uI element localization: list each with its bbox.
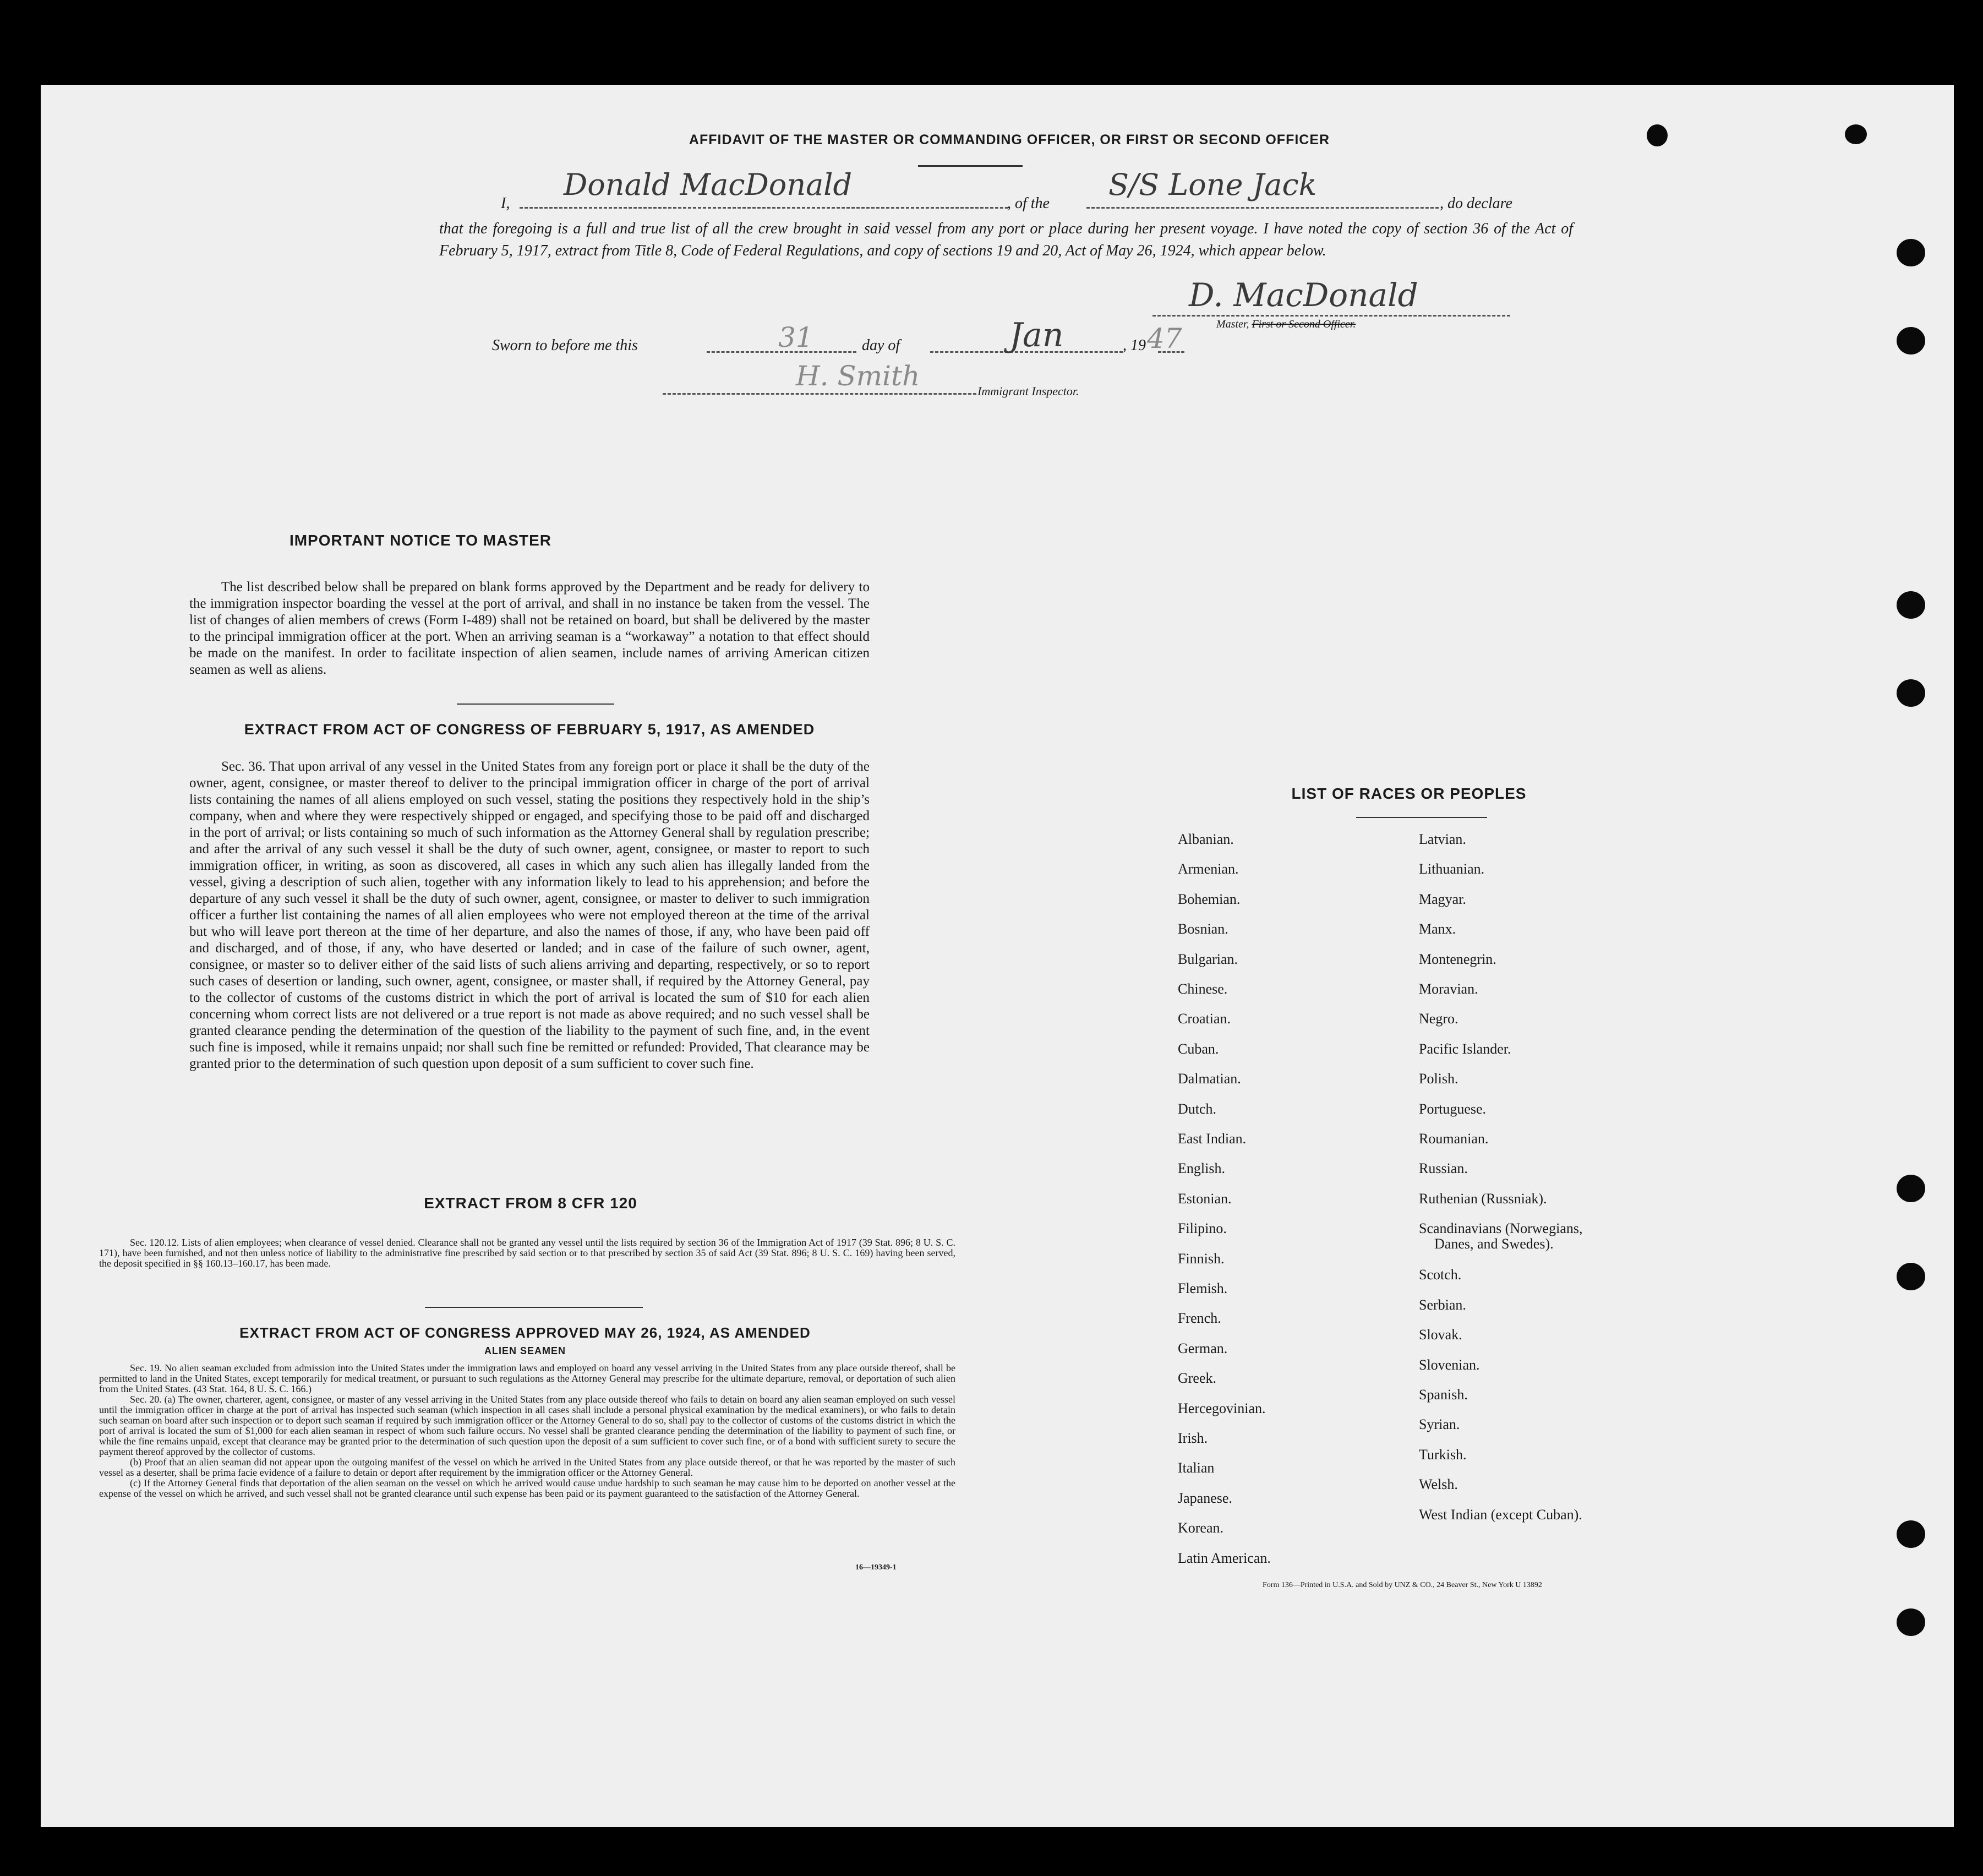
- race-item: Cuban.: [1178, 1041, 1219, 1057]
- sworn-prefix: Sworn to before me this: [492, 337, 638, 354]
- race-item: Portuguese.: [1419, 1101, 1487, 1117]
- name-field-line: [520, 207, 1008, 209]
- race-item: Serbian.: [1419, 1297, 1466, 1313]
- section-20c-paragraph: (c) If the Attorney General finds that deportation of the alien seaman on the vessel on which he arrived would cause undue hardship to such seaman he may cause him to be deported on another vessel at the expense of the vessel on which he arrived, and such vessel shall not be granted clearance until such expense has been paid or its payment guaranteed to the satisfaction of the Attorney General.: [99, 1477, 955, 1499]
- race-item: Italian: [1178, 1460, 1215, 1476]
- race-item: Latvian.: [1419, 831, 1466, 847]
- race-item: Bulgarian.: [1178, 951, 1238, 967]
- race-item: Roumanian.: [1419, 1131, 1489, 1147]
- of-the-label: , of the: [1007, 195, 1050, 212]
- punch-hole: [1897, 239, 1925, 266]
- race-item: Ruthenian (Russniak).: [1419, 1191, 1547, 1207]
- race-item: Dutch.: [1178, 1101, 1217, 1117]
- affidavit-i-label: I,: [501, 195, 510, 212]
- inspector-caption: Immigrant Inspector.: [977, 384, 1079, 398]
- sworn-month: Jan: [1009, 316, 1064, 355]
- race-item: Lithuanian.: [1419, 861, 1485, 877]
- affidavit-body: that the foregoing is a full and true list of all the crew brought in said vessel from any port or place during her present voyage. I have noted the copy of section 36 of the Act of February 5, 1917, extract from Title 8, Code of Federal Regulations, and copy of sections 19 and 20, Act of May 26, 1924, which appear below.: [439, 220, 1573, 259]
- inspector-signature: H. Smith: [796, 360, 920, 392]
- race-item: Flemish.: [1178, 1280, 1228, 1296]
- divider: [425, 1307, 643, 1308]
- notice-text: [189, 579, 870, 678]
- do-declare-label: , do declare: [1440, 195, 1512, 212]
- cfr-heading: EXTRACT FROM 8 CFR 120: [424, 1195, 637, 1212]
- cfr-paragraph: Sec. 120.12. Lists of alien employees; when clearance of vessel denied. Clearance shall not be granted any vessel until the lists required by section 36 of the Immigration Act of 1917 (39 Stat. 896; 8 U. S. C. 171), have been furnished, and not then unless notice of liability to the administrative fine prescribed by said section or to that prescribed by section 35 of said Act (39 Stat. 896; 8 U. S. C. 169) having been served, the deposit specified in §§ 160.13–160.17, has been made.: [99, 1237, 955, 1269]
- race-item: Armenian.: [1178, 861, 1239, 877]
- race-item: Hercegovinian.: [1178, 1400, 1266, 1416]
- vessel-field-line: [1086, 207, 1439, 209]
- section-19-paragraph: Sec. 19. No alien seaman excluded from admission into the United States under the immigration laws and employed on board any vessel arriving in the United States from any place outside thereof, shall be permitted to land in the United States, except temporarily for medical treatment, or pursuant to such regulations as the Attorney General may prescribe for the ultimate departure, removal, or deportation of such alien from the United States. (43 Stat. 164, 8 U. S. C. 166.): [99, 1362, 955, 1394]
- race-item: Scandinavians (Norwegians,: [1419, 1220, 1583, 1236]
- race-item: Bohemian.: [1178, 891, 1241, 907]
- section-36-paragraph: Sec. 36. That upon arrival of any vessel in the United States from any foreign port or place it shall be the duty of the owner, agent, consignee, or master thereof to deliver to the principal immigration officer in charge of the port of arrival lists containing the names of all aliens employed on such vessel, stating the positions they respectively hold in the ship’s company, when and where they were respectively shipped or engaged, and specifying those to be paid off and discharged in the port of arrival; or lists containing so much of such information as the Attorney General shall by regulation prescribe; and after the arrival of any such vessel it shall be the duty of such owner, agent, consignee, or master to report to such immigration officer, in writing, as soon as discovered, all cases in which any such alien has illegally landed from the vessel, giving a description of such alien, together with any information likely to lead to his apprehension; and before the departure of any such vessel it shall be the duty of such owner, agent, consignee, or master to deliver to such immigration officer a further list containing the names of all alien employees who were not employed thereon at the time of the arrival but who will leave port thereon at the time of her departure, and also the names of those, if any, who have been paid off and discharged, and of those, if any, who have deserted or landed; and in case of the failure of such owner, agent, consignee, or master so to deliver either of the said lists of such aliens arriving and departing, respectively, or so to report such cases of desertion or landing, such owner, agent, consignee, or master shall, if required by the Attorney General, pay to the collector of customs of the customs district in which the port of arrival is located the sum of $10 for each alien concerning whom correct lists are not delivered or a true report is not made as above required; and no such vessel shall be granted clearance pending the determination of the question of the liability to the payment of such fine, and, in the event such fine is imposed, while it remains unpaid; nor shall such fine be remitted or refunded: Provided, That clearance may be granted prior to the determination of such question upon deposit of a sum sufficient to cover such fine.: [189, 759, 870, 1071]
- race-item: Latin American.: [1178, 1550, 1271, 1566]
- race-item: Croatian.: [1178, 1011, 1231, 1027]
- race-item: Slovak.: [1419, 1327, 1462, 1343]
- master-caption-text: Master,: [1216, 318, 1249, 330]
- race-item: Welsh.: [1419, 1476, 1458, 1492]
- race-item: Russian.: [1419, 1160, 1468, 1176]
- race-item: Bosnian.: [1178, 921, 1228, 937]
- divider: [457, 704, 614, 705]
- race-item: French.: [1178, 1310, 1221, 1326]
- punch-hole: [1845, 124, 1867, 144]
- race-item: Montenegrin.: [1419, 951, 1496, 967]
- race-item: Moravian.: [1419, 981, 1478, 997]
- race-item: English.: [1178, 1160, 1225, 1176]
- affidavit-title: AFFIDAVIT OF THE MASTER OR COMMANDING OFFICER, OR FIRST OR SECOND OFFICER: [689, 132, 1330, 148]
- signature-line: [1152, 315, 1510, 317]
- punch-hole: [1647, 124, 1668, 146]
- race-item: Polish.: [1419, 1071, 1458, 1087]
- day-of-label: day of: [862, 337, 900, 354]
- race-item: Scotch.: [1419, 1267, 1462, 1283]
- notice-paragraph: The list described below shall be prepared on blank forms approved by the Department and be ready for delivery to the immigration inspector boarding the vessel at the port of arrival, and shall in no instance be taken from the vessel. The list of changes of alien members of crews (Form I-489) shall not be retained on board, but shall be delivered by the master to the principal immigration officer at the port. When an arriving seaman is a “workaway” a notation to that effect should be made on the manifest. In order to facilitate inspection of alien seamen, include names of arriving American citizen seamen as well as aliens.: [189, 580, 870, 677]
- notice-heading: IMPORTANT NOTICE TO MASTER: [289, 532, 552, 549]
- race-item: Japanese.: [1178, 1490, 1232, 1506]
- race-item: Danes, and Swedes).: [1434, 1236, 1554, 1252]
- race-item: Syrian.: [1419, 1416, 1460, 1432]
- race-item: Greek.: [1178, 1370, 1217, 1386]
- form-footer: Form 136—Printed in U.S.A. and Sold by UNZ & CO., 24 Beaver St., New York U 13892: [1263, 1581, 1542, 1589]
- race-item: East Indian.: [1178, 1131, 1247, 1147]
- races-heading: LIST OF RACES OR PEOPLES: [1291, 785, 1527, 802]
- race-item: Estonian.: [1178, 1191, 1232, 1207]
- sworn-year: 47: [1147, 323, 1182, 355]
- document-page: [41, 85, 1954, 1827]
- extract-1917-heading: EXTRACT FROM ACT OF CONGRESS OF FEBRUARY 5, 1917, AS AMENDED: [244, 721, 815, 738]
- sworn-day: 31: [778, 321, 813, 353]
- inspector-line: [663, 393, 976, 395]
- punch-hole: [1897, 1520, 1925, 1548]
- section-20a-paragraph: Sec. 20. (a) The owner, charterer, agent, consignee, or master of any vessel arriving in the United States from any place outside thereof who fails to detain on board any alien seaman employed on such vessel until the immigration officer in charge at the port of arrival has inspected such seaman (which inspection in all cases shall include a personal physical examination by the medical examiners), or who fails to detain such seaman on board after such inspection or to deport such seaman if required by such immigration officer or the Attorney General to do so, shall pay to the collector of customs of the customs district in which the port of arrival is located the sum of $1,000 for each alien seaman in respect of whom such failure occurs. No vessel shall be granted clearance pending the determination of the liability to payment of such fine, or while the fine remains unpaid, except that clearance may be granted prior to the determination of such question upon the deposit of a sum sufficient to cover such fine, or of a bond with sufficient surety to secure the payment thereof approved by the collector of customs.: [99, 1394, 955, 1457]
- punch-hole: [1897, 1608, 1925, 1636]
- race-item: Dalmatian.: [1178, 1071, 1241, 1087]
- vessel-name: S/S Lone Jack: [1108, 167, 1317, 202]
- alien-seamen-subheading: ALIEN SEAMEN: [484, 1345, 566, 1356]
- race-item: Manx.: [1419, 921, 1456, 937]
- extract-1924-text: [99, 1363, 955, 1499]
- extract-1917-text: [189, 759, 870, 1072]
- race-item: Spanish.: [1419, 1387, 1468, 1403]
- master-name: Donald MacDonald: [564, 167, 853, 202]
- race-item: Korean.: [1178, 1520, 1224, 1536]
- title-rule: [918, 165, 1023, 167]
- punch-hole: [1897, 591, 1925, 619]
- punch-hole: [1897, 1263, 1925, 1290]
- race-item: Finnish.: [1178, 1251, 1225, 1267]
- master-signature: D. MacDonald: [1189, 276, 1418, 314]
- punch-hole: [1897, 327, 1925, 355]
- punch-hole: [1897, 1175, 1925, 1202]
- section-20b-paragraph: (b) Proof that an alien seaman did not appear upon the outgoing manifest of the vessel on which he arrived in the United States from any place outside thereof, or that he was reported by the master of such vessel as a deserter, shall be prima facie evidence of a failure to detain or deport after requirement by the immigration officer or the Attorney General.: [99, 1457, 955, 1478]
- race-item: Albanian.: [1178, 831, 1234, 847]
- year-prefix: , 19: [1123, 337, 1146, 354]
- race-item: Negro.: [1419, 1011, 1458, 1027]
- master-caption: [1216, 318, 1356, 331]
- form-code: 16—19349-1: [855, 1563, 897, 1572]
- master-caption-struck: First or Second Officer.: [1252, 318, 1356, 330]
- race-item: Chinese.: [1178, 981, 1228, 997]
- race-item: Irish.: [1178, 1430, 1208, 1446]
- races-rule: [1356, 817, 1487, 818]
- race-item: Filipino.: [1178, 1220, 1227, 1236]
- race-item: West Indian (except Cuban).: [1419, 1507, 1582, 1523]
- race-item: German.: [1178, 1340, 1228, 1356]
- race-item: Pacific Islander.: [1419, 1041, 1511, 1057]
- race-item: Turkish.: [1419, 1447, 1467, 1463]
- cfr-text: [99, 1237, 955, 1269]
- race-item: Magyar.: [1419, 891, 1466, 907]
- extract-1924-heading: EXTRACT FROM ACT OF CONGRESS APPROVED MAY 26, 1924, AS AMENDED: [239, 1324, 811, 1341]
- race-item: Slovenian.: [1419, 1357, 1480, 1373]
- punch-hole: [1897, 679, 1925, 707]
